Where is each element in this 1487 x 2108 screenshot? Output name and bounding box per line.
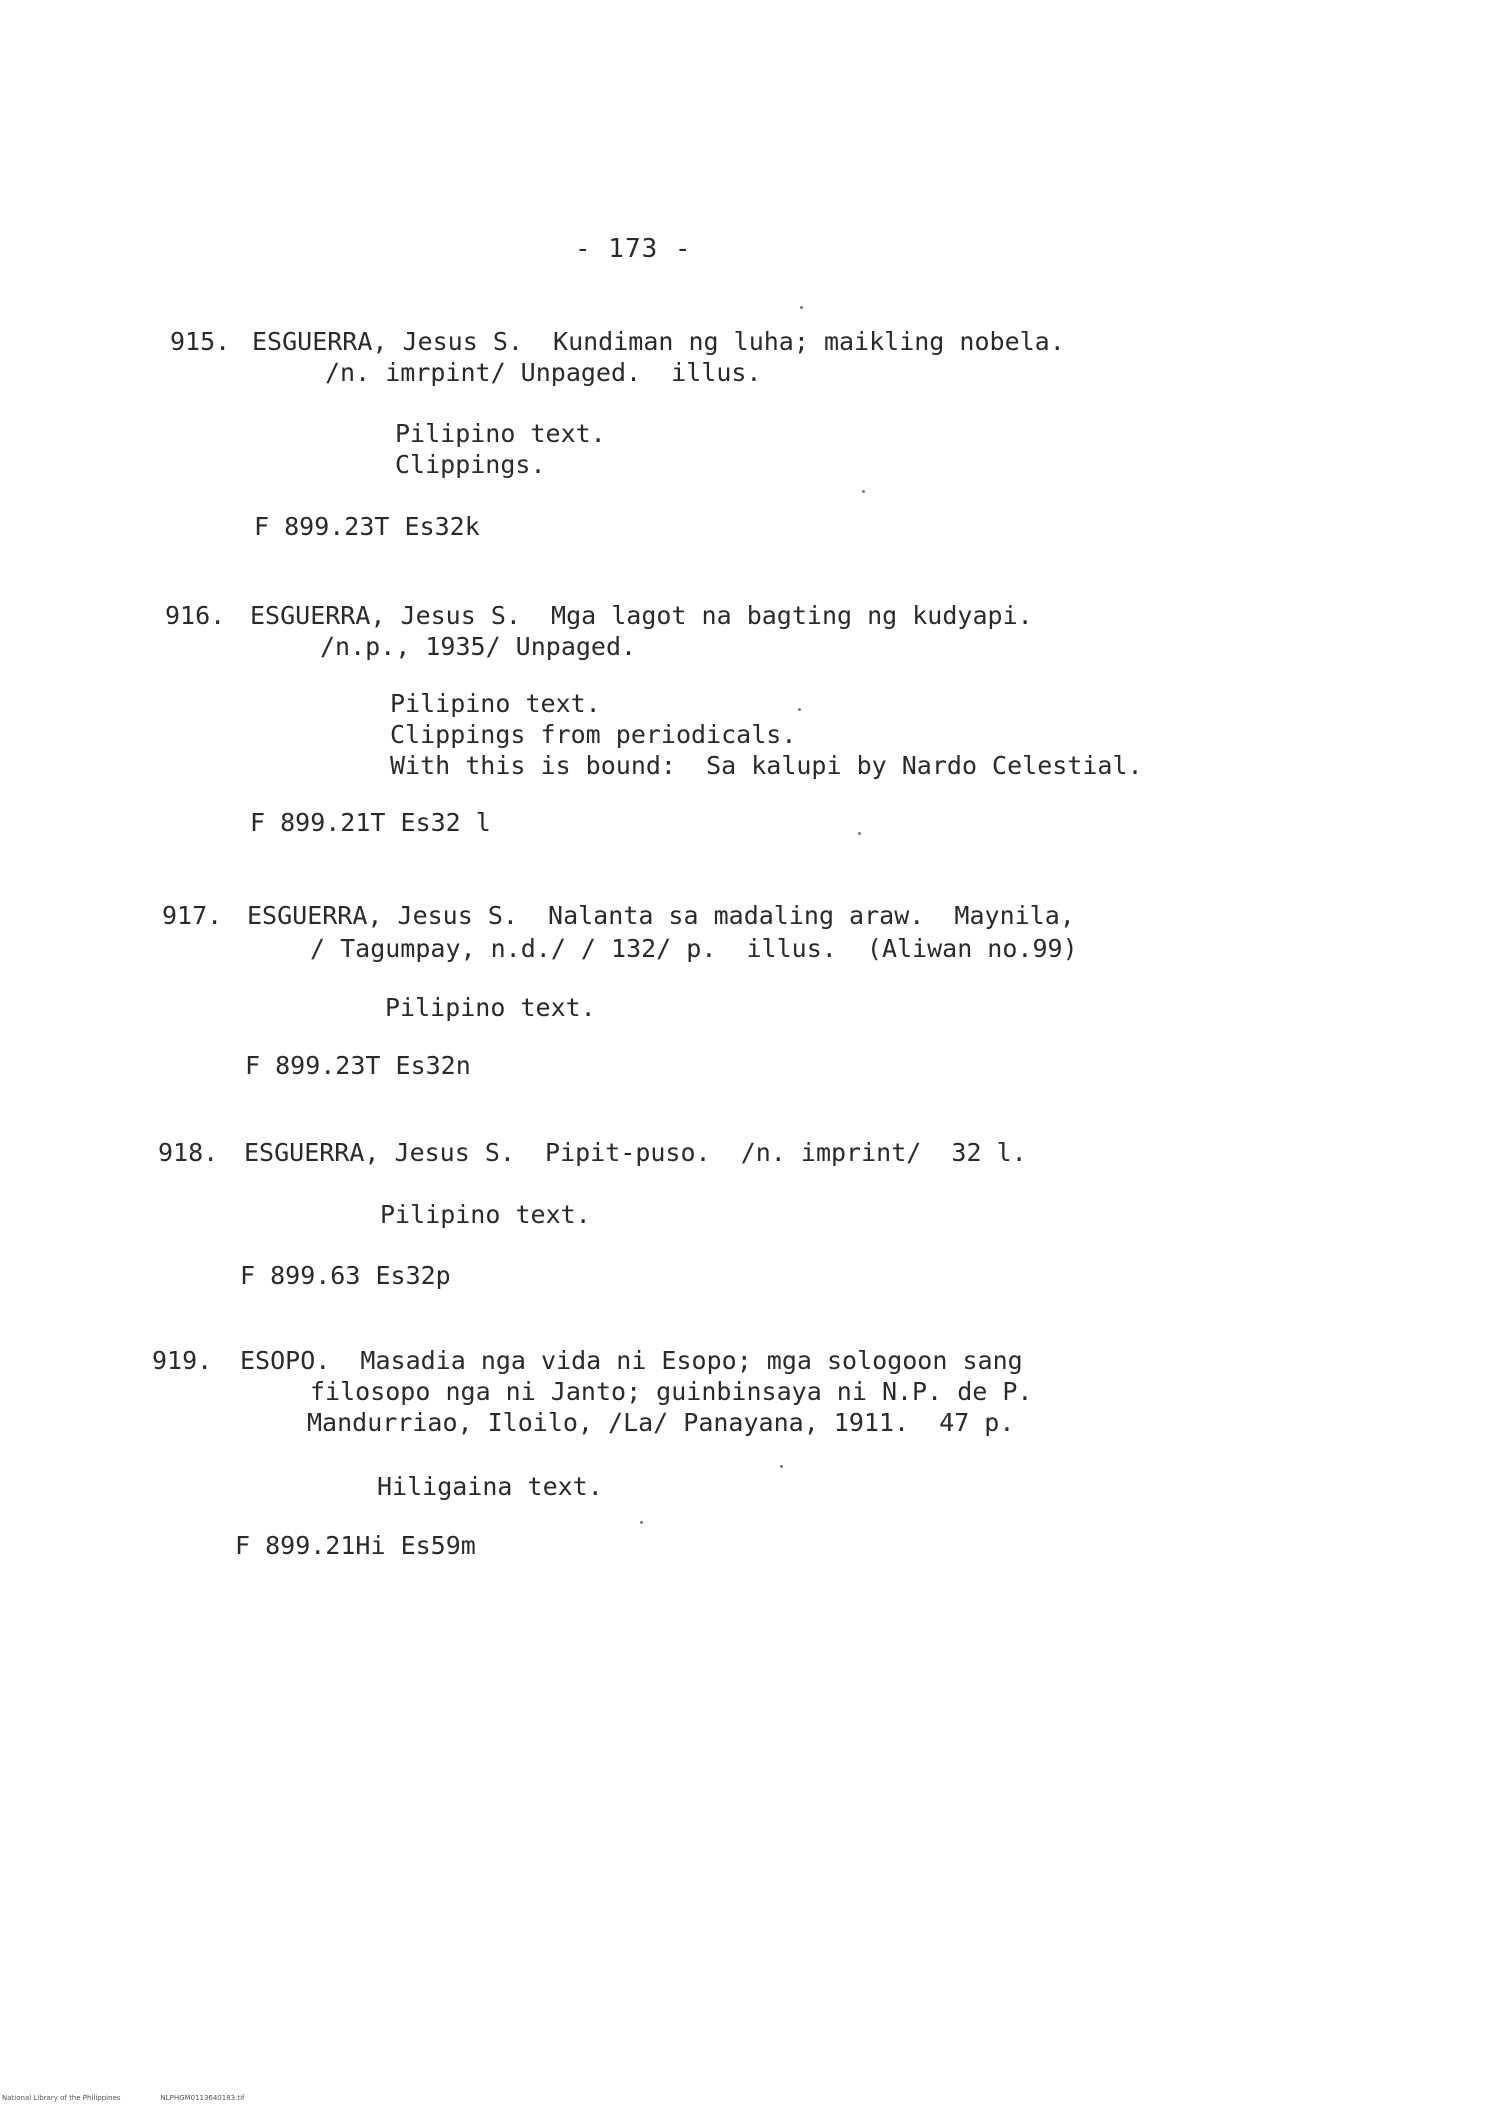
entry-heading-line: ESOPO. Masadia nga vida ni Esopo; mga sologoon sang: [240, 1346, 1023, 1375]
entry-heading-line: ESGUERRA, Jesus S. Nalanta sa madaling araw. Maynila,: [247, 901, 1075, 930]
entry-heading-line: ESGUERRA, Jesus S. Pipit-puso. ∕n. imprint∕ 32 l.: [244, 1138, 1027, 1167]
scan-speck: [800, 306, 803, 309]
call-number: F 899.21Hi Es59m: [235, 1531, 476, 1560]
scan-speck: [798, 708, 801, 711]
entry-number: 918.: [158, 1138, 219, 1167]
call-number: F 899.23T Es32n: [245, 1051, 471, 1080]
scan-speck: [640, 1521, 643, 1524]
entry-imprint-line: Mandurriao, Iloilo, ∕La∕ Panayana, 1911. 47 p.: [307, 1408, 1015, 1437]
entry-number: 919.: [152, 1346, 213, 1375]
entry-heading-line: ESGUERRA, Jesus S. Kundiman ng luha; maikling nobela.: [252, 327, 1065, 356]
call-number: F 899.21T Es32 l: [250, 808, 491, 837]
scan-speck: [862, 490, 865, 493]
call-number: F 899.63 Es32p: [240, 1261, 451, 1290]
entry-imprint-line: ∕n.p., 1935∕ Unpaged.: [320, 632, 637, 661]
footer-filename: NLPHGM0113640183.tif: [160, 2094, 245, 2102]
scan-footer: [2, 2094, 285, 2102]
entry-imprint-line: ∕ Tagumpay, n.d.∕ ∕ 132∕ p. illus. (Aliwan no.99): [310, 934, 1078, 963]
call-number: F 899.23T Es32k: [254, 512, 480, 541]
entry-heading-line: ESGUERRA, Jesus S. Mga lagot na bagting ng kudyapi.: [250, 601, 1033, 630]
entry-number: 917.: [162, 901, 223, 930]
entry-note: Pilipino text.: [380, 1200, 591, 1229]
entry-number: 915.: [170, 327, 231, 356]
entry-number: 916.: [165, 601, 226, 630]
entry-note: Hiligaina text.: [377, 1472, 603, 1501]
entry-note: Pilipino text.: [385, 993, 596, 1022]
page-number: - 173 -: [575, 234, 692, 264]
scan-speck: [780, 1465, 783, 1468]
footer-library: National Library of the Philippines: [2, 2094, 121, 2102]
entry-note: Pilipino text.: [390, 689, 601, 718]
scan-speck: [858, 832, 861, 835]
entry-note: With this is bound: Sa kalupi by Nardo Celestial.: [390, 751, 1143, 780]
entry-note: Clippings from periodicals.: [390, 720, 797, 749]
entry-note: Pilipino text.: [395, 419, 606, 448]
entry-imprint-line: ∕n. imrpint∕ Unpaged. illus.: [325, 358, 762, 387]
entry-title-line: filosopo nga ni Janto; guinbinsaya ni N.P. de P.: [310, 1377, 1033, 1406]
entry-note: Clippings.: [395, 450, 546, 479]
